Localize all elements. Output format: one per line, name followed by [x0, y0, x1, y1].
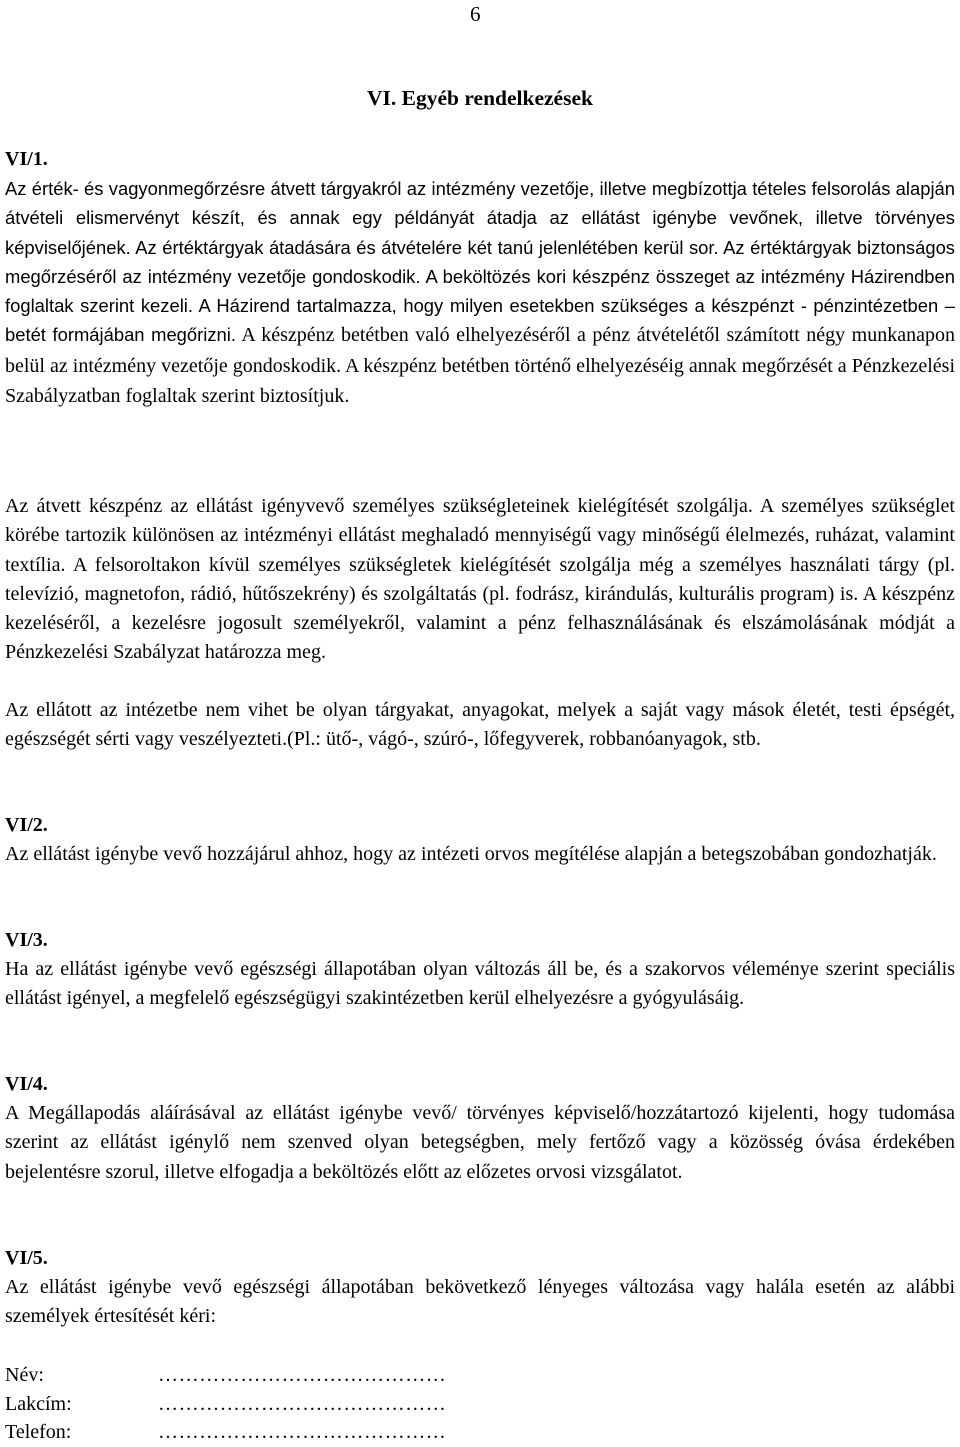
paragraph-sans-part: Az érték- és vagyonmegőrzésre átvett tárgyakról az intézmény vezetője, illetve megbízottja tételes felsorolás alapján átvételi elismervényt készít, és annak egy példányát átadja az ellátást igénybe vevőnek, illetve törvényes képviselőjének. Az értéktárgyak átadására és átvételére két tanú jelenlétében kerül sor. Az értéktárgyak biztonságos megőrzéséről az intézmény vezetője gondoskodik. A beköltözés kori készpénz összeget az intézmény Házirendben foglaltak szerint kezeli. A Házirend tartalmazza, hogy milyen esetekben szükséges a készpénzt - pénzintézetben – betét formájában megőrizni. [5, 178, 955, 346]
phone-label: Telefon: [5, 1421, 72, 1443]
contact-row-name [5, 1360, 905, 1390]
section-paragraph: Az ellátott az intézetbe nem vihet be olyan tárgyakat, anyagokat, melyek a saját vagy mások életét, testi épségét, egészségét sérti vagy veszélyezteti.(Pl.: ütő-, vágó-, szúró-, lőfegyverek, robbanóanyagok, stb. [5, 699, 955, 751]
section-vi-2 [5, 811, 955, 869]
section-heading: VI/3. [5, 929, 48, 951]
contact-row-address [5, 1389, 905, 1419]
name-field[interactable]: …………………………………… [158, 1364, 447, 1386]
phone-field[interactable]: …………………………………… [158, 1421, 447, 1443]
section-vi-1 [5, 145, 955, 411]
address-label: Lakcím: [5, 1393, 72, 1415]
section-paragraph [5, 174, 955, 411]
page-number: 6 [470, 2, 481, 26]
section-paragraph: Az ellátást igénybe vevő egészségi állapotában bekövetkező lényeges változása vagy halála esetén az alábbi személyek értesítését kéri: [5, 1276, 955, 1328]
paragraph-serif-part: A készpénz betétben való elhelyezéséről a pénz átvételétől számított négy munkanapon belül az intézmény vezetője gondoskodik. A készpénz betétben történő elhelyezéséig annak megőrzését a Pénzkezelési Szabályzatban foglaltak szerint biztosítjuk. [5, 324, 955, 408]
section-vi-5 [5, 1244, 955, 1332]
section-vi-3 [5, 926, 955, 1014]
section-paragraph: Ha az ellátást igénybe vevő egészségi állapotában olyan változás áll be, és a szakorvos véleménye szerint speciális ellátást igényel, a megfelelő egészségügyi szakintézetben kerül elhelyezésre a gyógyulásáig. [5, 958, 955, 1010]
address-field[interactable]: …………………………………… [158, 1393, 447, 1415]
name-label: Név: [5, 1364, 44, 1386]
section-heading: VI/1. [5, 148, 48, 170]
section-heading: VI/5. [5, 1247, 48, 1269]
contact-row-phone [5, 1417, 905, 1447]
section-heading: VI/4. [5, 1073, 48, 1095]
section-vi-4 [5, 1070, 955, 1187]
section-paragraph: A Megállapodás aláírásával az ellátást igénybe vevő/ törvényes képviselő/hozzátartozó kijelenti, hogy tudomása szerint az ellátást igénylő nem szenved olyan betegségben, mely fertőző vagy a közösség óvása érdekében bejelentésre szorul, illetve elfogadja a beköltözés előtt az előzetes orvosi vizsgálatot. [5, 1102, 955, 1183]
section-heading: VI/2. [5, 814, 48, 836]
section-paragraph: Az ellátást igénybe vevő hozzájárul ahhoz, hogy az intézeti orvos megítélése alapján a betegszobában gondozhatják. [5, 843, 937, 865]
section-paragraph: Az átvett készpénz az ellátást igényvevő személyes szükségleteinek kielégítését szolgálja. A személyes szükséglet körébe tartozik különösen az intézményi ellátást meghaladó mennyiségű vagy minőségű élelmezés, ruházat, valamint textília. A felsoroltakon kívül személyes szükségletek kielégítését szolgálja még a személyes használati tárgy (pl. televízió, magnetofon, rádió, hűtőszekrény) és szolgáltatás (pl. fodrász, kirándulás, kulturális program) is. A készpénz kezeléséről, a kezelésre jogosult személyekről, valamint a pénz felhasználásának és elszámolásának módját a Pénzkezelési Szabályzat határozza meg. [5, 495, 955, 664]
chapter-title: VI. Egyéb rendelkezések [367, 86, 593, 110]
